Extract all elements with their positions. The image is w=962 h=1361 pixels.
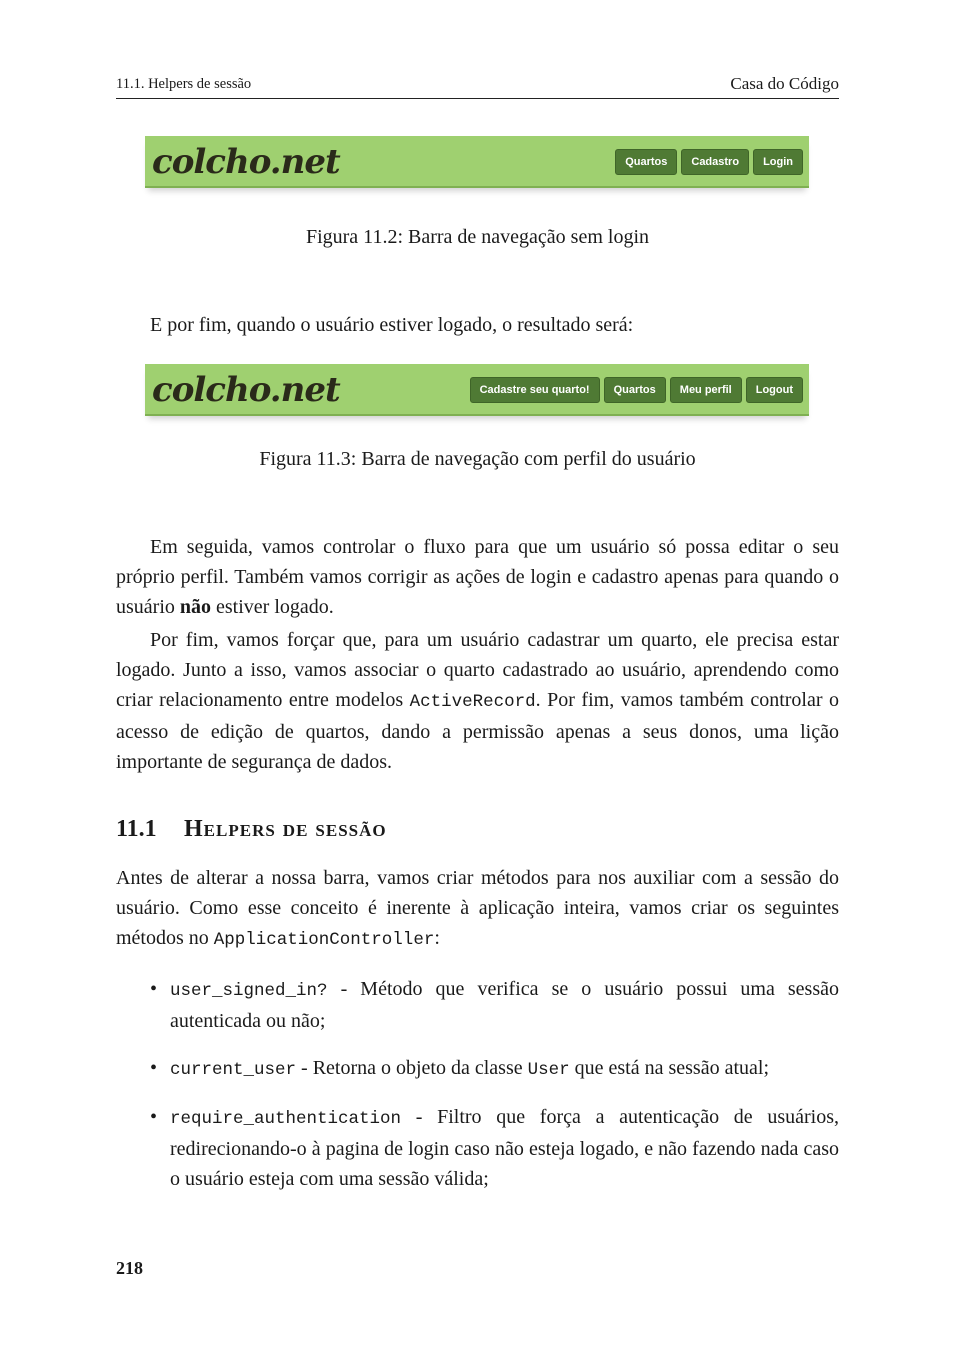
nav-button-quartos[interactable]: Quartos [615,149,677,175]
inline-code: current_user [170,1060,297,1080]
figure-caption: Figura 11.2: Barra de navegação sem login [305,226,650,248]
section-title: Helpers de sessão [184,816,387,842]
section-heading [116,816,387,843]
paragraph: Antes de alterar a nossa barra, vamos criar métodos para nos auxiliar com a sessão do usuário. Como esse conceito é inerente à aplicação inteira, vamos criar os seguintes métodos no ApplicationController: [116,867,839,950]
paragraph: Em seguida, vamos controlar o fluxo para que um usuário só possa editar o seu próprio perfil. Também vamos corrigir as ações de login e cadastro apenas para quando o usuário não estiver logado. [116,536,839,618]
inline-code: require_authentication [170,1109,402,1129]
logo: colcho.net [152,142,340,182]
list-item: • user_signed_in? - Método que verifica se o usuário possui uma sessão autenticada ou não; [150,978,839,1032]
nav-button-logout[interactable]: Logout [746,377,803,403]
header-section: 11.1. Helpers de sessão [116,76,252,92]
nav-button-cadastre-quarto[interactable]: Cadastre seu quarto! [470,377,600,403]
nav-button-quartos[interactable]: Quartos [604,377,666,403]
nav-button-login[interactable]: Login [753,149,803,175]
list-item: • current_user - Retorna o objeto da classe User que está na sessão atual; [150,1057,770,1080]
inline-code: User [527,1060,570,1080]
running-header [116,72,839,99]
inline-code: user_signed_in? [170,981,328,1001]
bullet-list [150,974,839,1194]
nav-button-cadastro[interactable]: Cadastro [681,149,749,175]
intro-sentence: E por fim, quando o usuário estiver logado, o resultado será: [150,314,634,336]
list-item: • require_authentication - Filtro que força a autenticação de usuários, redirecionando-o à pagina de login caso não esteja logado, e não fazendo nada caso o usuário esteja com uma sessão válida; [150,1106,839,1190]
bold-word: não [179,596,212,618]
paragraph: Por fim, vamos forçar que, para um usuário cadastrar um quarto, ele precisa estar logado. Junto a isso, vamos associar o quarto cadastrado ao usuário, aprendendo como criar relacionamento entre modelos ActiveRecord. Por fim, vamos também controlar o acesso de edição de quartos, dando a permissão apenas a seus donos, uma lição importante de segurança de dados. [116,629,839,773]
header-publisher: Casa do Código [730,74,839,93]
page-number: 218 [116,1258,143,1278]
figure-caption: Figura 11.3: Barra de navegação com perfil do usuário [259,448,696,470]
inline-code: ActiveRecord [409,692,536,712]
section-number: 11.1 [116,816,157,842]
nav-button-meu-perfil[interactable]: Meu perfil [670,377,742,403]
inline-code: ApplicationController [213,930,435,950]
navbar-logged-in [145,364,809,416]
logo: colcho.net [152,370,340,410]
navbar-without-login [145,136,809,188]
